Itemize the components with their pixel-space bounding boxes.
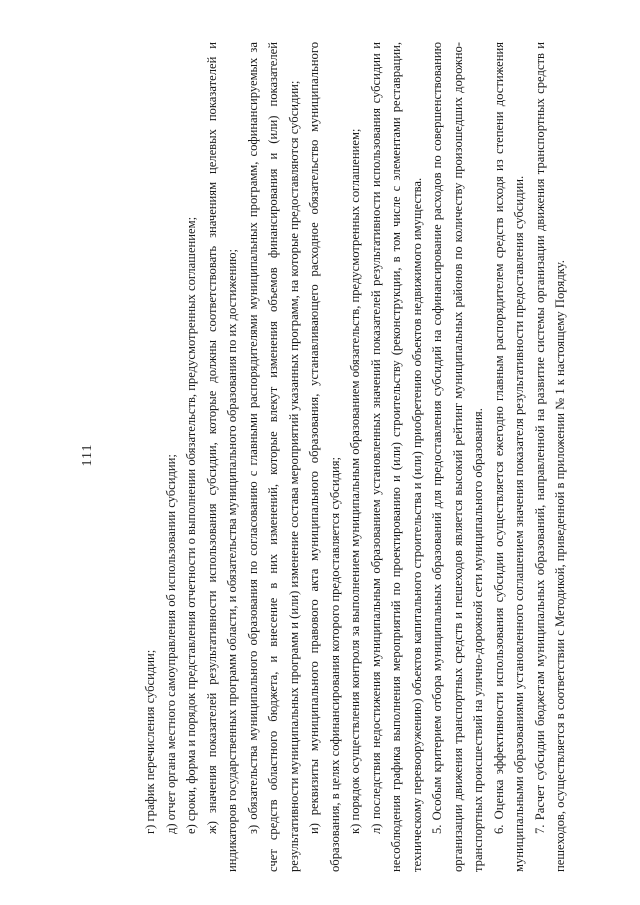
- paragraph-g: г) график перечисления субсидии;: [143, 649, 157, 834]
- page-number: 111: [80, 443, 95, 467]
- rotated-content: [80, 30, 585, 880]
- paragraph-z: з) обязательства муниципального образования по согласованию с главными распорядителями муниципальных программ, софинансируемых за счет средств областного бюджета, и внесение в них изменений, которые влекут изменения объемов финансирования и (или) показателей результативности муниципальных программ и (или) изменение состава мероприятий указанных программ, на которые предоставляются субсидии;: [245, 42, 301, 872]
- paragraph-d: д) отчет органа местного самоуправления об использовании субсидии;: [163, 454, 178, 834]
- paragraph-e: е) сроки, форма и порядок представления отчетности о выполнении обязательств, предусмотренных соглашением;: [184, 216, 198, 834]
- paragraph-i: и) реквизиты муниципального правового акта муниципального образования, устанавливающего расходное обязательство муниципального образования, в целях софинансирования которого предоставляется субсидия;: [307, 42, 342, 872]
- paragraph-5: 5. Особым критерием отбора муниципальных образований для предоставления субсидий на софинансирование расходов по совершенствованию организации движения транспортных средств и пешеходов является высокий рейтинг муниципальных районов по количеству произошедших дорожно-транспортных происшествий на улично-дорожной сети муниципального образования.: [430, 42, 485, 872]
- paragraph-6: 6. Оценка эффективности использования субсидии осуществляется ежегодно главным распорядителем средств исходя из степени достижения муниципальными образованиями установленного соглашением значения показателя результативности предоставления субсидии.: [491, 42, 526, 872]
- paragraph-k: к) порядок осуществления контроля за выполнением муниципальным образованием обязательств, предусмотренных соглашением;: [348, 128, 362, 834]
- paragraph-l: л) последствия недостижения муниципальным образованием установленных значений показателей результативности использования субсидии и несоблюдения графика выполнения мероприятий по проектированию и (или) строительству (реконструкции, в том числе с элементами реставрации, техническому перевооружению) объектов капитального строительства и (или) приобретению объектов недвижимого имущества.: [368, 42, 424, 872]
- document-body: [140, 42, 571, 872]
- paragraph-zh: ж) значения показателей результативности использования субсидии, которые должны соответствовать значениям целевых показателей и индикаторов государственных программ области, и обязательства муниципального образования по их достижению;: [204, 42, 239, 872]
- paragraph-7: 7. Расчет субсидии бюджетам муниципальных образований, направленной на развитие системы организации движения транспортных средств и пешеходов, осуществляется в соответствии с Методикой, приведенной в приложении № 1 к настоящему Порядку.: [532, 42, 567, 872]
